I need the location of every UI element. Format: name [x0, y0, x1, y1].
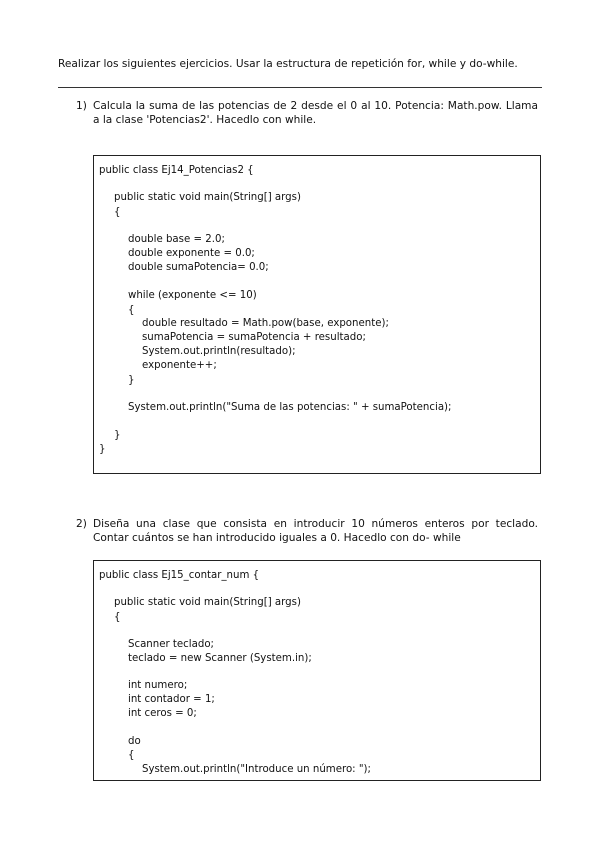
code-line: public class Ej14_Potencias2 {	[99, 165, 254, 176]
code-line: }	[128, 375, 135, 386]
code-block-1	[93, 155, 541, 474]
code-line: double resultado = Math.pow(base, exponente);	[142, 318, 389, 329]
code-line: Scanner teclado;	[128, 639, 214, 650]
code-line: double exponente = 0.0;	[128, 248, 255, 259]
code-line: double base = 2.0;	[128, 234, 225, 245]
code-line: System.out.println("Suma de las potencias: " + sumaPotencia);	[128, 402, 452, 413]
code-line: int contador = 1;	[128, 694, 215, 705]
code-line: System.out.println(resultado);	[142, 346, 296, 357]
code-line: while (exponente <= 10)	[128, 290, 257, 301]
exercise-1-number: 1)	[76, 100, 87, 112]
code-line: double sumaPotencia= 0.0;	[128, 262, 269, 273]
code-line: System.out.println("Introduce un número: ");	[142, 764, 371, 775]
code-line: {	[128, 305, 135, 316]
code-block-2	[93, 560, 541, 781]
code-line: public static void main(String[] args)	[114, 597, 301, 608]
code-line: public class Ej15_contar_num {	[99, 570, 260, 581]
code-line: teclado = new Scanner (System.in);	[128, 653, 312, 664]
code-line: exponente++;	[142, 360, 217, 371]
code-line: {	[114, 612, 121, 623]
code-line: sumaPotencia = sumaPotencia + resultado;	[142, 332, 366, 343]
code-line: }	[114, 430, 121, 441]
code-line: {	[128, 750, 135, 761]
code-line: public static void main(String[] args)	[114, 192, 301, 203]
exercise-2	[76, 517, 538, 545]
instructions-intro: Realizar los siguientes ejercicios. Usar la estructura de repetición for, while y do-while.	[58, 58, 518, 70]
code-line: do	[128, 736, 141, 747]
code-line: int numero;	[128, 680, 188, 691]
code-line: int ceros = 0;	[128, 708, 197, 719]
code-line: {	[114, 207, 121, 218]
exercise-1-statement: Calcula la suma de las potencias de 2 desde el 0 al 10. Potencia: Math.pow. Llama a la clase 'Potencias2'. Hacedlo con while.	[93, 100, 538, 126]
header-divider	[58, 87, 542, 88]
code-line: }	[99, 444, 106, 455]
exercise-2-number: 2)	[76, 518, 87, 530]
exercise-1	[76, 99, 538, 127]
exercise-2-statement: Diseña una clase que consista en introducir 10 números enteros por teclado. Contar cuántos se han introducido iguales a 0. Hacedlo con do- while	[93, 518, 538, 544]
